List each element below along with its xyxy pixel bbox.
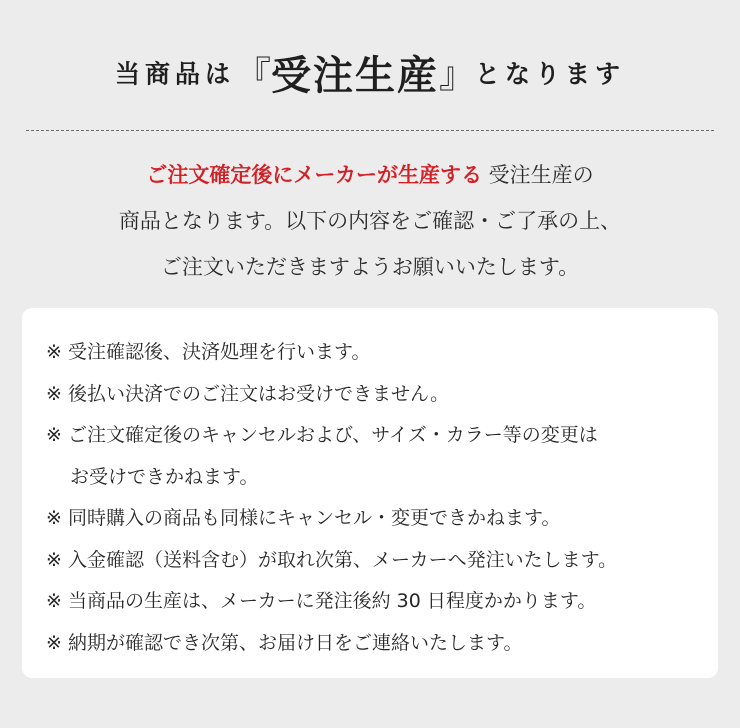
note-text: 納期が確認でき次第、お届け日をご連絡いたします。 xyxy=(68,631,523,654)
note-continuation: お受けできかねます。 xyxy=(70,465,259,488)
note-text: 同時購入の商品も同様にキャンセル・変更できかねます。 xyxy=(68,507,561,529)
notes-list xyxy=(22,308,718,664)
note-item xyxy=(22,332,718,374)
note-mark: ※ xyxy=(46,631,62,654)
notes-card xyxy=(22,308,718,678)
headline-close-bracket: 』 xyxy=(439,55,476,96)
intro-line-1 xyxy=(0,152,740,198)
headline-suffix: となります xyxy=(475,59,626,89)
note-mark: ※ xyxy=(46,548,62,571)
intro-line-2: 商品となります。以下の内容をご確認・ご了承の上、 xyxy=(118,209,622,233)
intro-line-3: ご注文いただきますようお願いいたします。 xyxy=(160,255,580,279)
note-text: ご注文確定後のキャンセルおよび、サイズ・カラー等の変更は xyxy=(68,424,598,446)
note-mark: ※ xyxy=(46,590,62,612)
note-mark: ※ xyxy=(46,341,62,363)
note-item xyxy=(22,498,718,540)
note-mark: ※ xyxy=(46,507,62,529)
note-mark: ※ xyxy=(46,382,62,405)
note-mark: ※ xyxy=(46,424,62,446)
intro-line-1-rest: 受注生産の xyxy=(488,163,594,187)
dashed-divider xyxy=(26,130,714,131)
intro-text xyxy=(0,152,740,290)
headline-prefix: 当商品は xyxy=(114,59,235,89)
note-item xyxy=(22,540,718,582)
note-item xyxy=(22,623,718,665)
note-item xyxy=(22,374,718,416)
headline-open-bracket: 『 xyxy=(234,55,271,96)
note-text: 入金確認（送料含む）が取れ次第、メーカーへ発注いたします。 xyxy=(68,548,618,571)
note-item xyxy=(22,415,718,498)
headline xyxy=(0,44,740,101)
headline-emphasis: 受注生産 xyxy=(271,53,439,99)
note-text: 受注確認後、決済処理を行います。 xyxy=(68,341,371,363)
note-item xyxy=(22,581,718,623)
intro-highlight: ご注文確定後にメーカーが生産する xyxy=(146,163,482,187)
note-text: 当商品の生産は、メーカーに発注後約 30 日程度かかります。 xyxy=(68,590,597,612)
note-text: 後払い決済でのご注文はお受けできません。 xyxy=(68,382,450,405)
